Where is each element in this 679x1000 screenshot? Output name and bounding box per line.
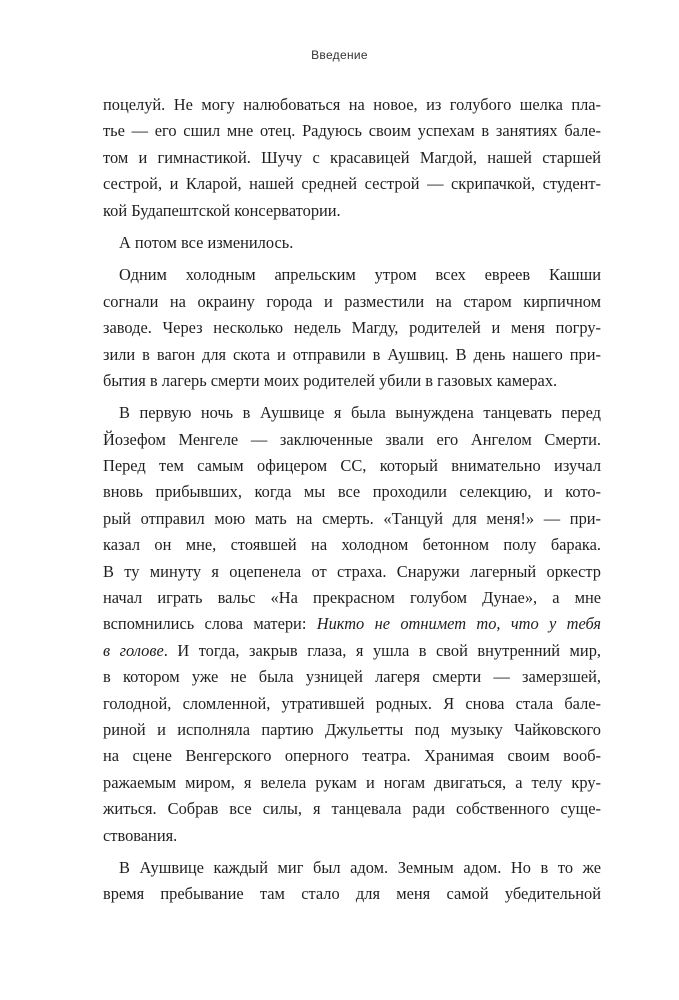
text-line <box>103 770 601 796</box>
text-run: риной и исполняла партию Джульетты под музыку Чайковского <box>103 719 601 739</box>
text-run: ражаемым миром, я велела рукам и ногам двигаться, а телу кру- <box>103 772 601 792</box>
text-run: тье — его сшил мне отец. Радуюсь своим успехам в занятиях бале- <box>103 121 601 141</box>
text-run: том и гимнастикой. Шучу с красавицей Магдой, нашей старшей <box>103 147 601 167</box>
italic-text: в голове <box>103 640 164 660</box>
text-run: зили в вагон для скота и отправили в Аушвиц. В день нашего при- <box>103 344 601 364</box>
text-line <box>103 289 601 315</box>
text-line <box>103 855 601 881</box>
text-line <box>103 118 601 144</box>
text-run: ствования. <box>103 825 178 845</box>
text-run: житься. Собрав все силы, я танцевала ради собственного суще- <box>103 799 601 819</box>
text-run: Йозефом Менгеле — заключенные звали его Ангелом Смерти. <box>103 429 601 449</box>
text-run: А потом все изменилось. <box>119 232 294 252</box>
text-run: сестрой, и Кларой, нашей средней сестрой — скрипачкой, студент- <box>103 174 601 194</box>
text-line <box>103 532 601 558</box>
text-line <box>103 198 601 224</box>
text-line <box>103 691 601 717</box>
text-run: голодной, сломленной, утратившей родных. Я снова стала бале- <box>103 693 601 713</box>
text-line <box>103 427 601 453</box>
text-run: кой Будапештской консерватории. <box>103 200 341 220</box>
text-line <box>103 611 601 637</box>
body-text <box>103 92 601 908</box>
text-line <box>103 315 601 341</box>
text-run: Перед тем самым офицером СС, который внимательно изучал <box>103 456 601 476</box>
text-line <box>103 368 601 394</box>
text-line <box>103 881 601 907</box>
text-line <box>103 479 601 505</box>
text-line <box>103 262 601 288</box>
text-run: начал играть вальс «На прекрасном голубом Дунае», а мне <box>103 588 601 608</box>
text-line <box>103 342 601 368</box>
text-run: Одним холодным апрельским утром всех евреев Кашши <box>119 265 601 285</box>
italic-text: Никто не отнимет то, что у тебя <box>316 614 601 634</box>
text-line <box>103 92 601 118</box>
text-run: время пребывание там стало для меня самой убедительной <box>103 884 601 904</box>
text-line <box>103 400 601 426</box>
text-line <box>103 743 601 769</box>
text-line <box>103 145 601 171</box>
text-line <box>103 796 601 822</box>
text-line <box>103 823 601 849</box>
text-run: в котором уже не была узницей лагеря смерти — замерзшей, <box>103 667 601 687</box>
text-line <box>103 664 601 690</box>
text-run: бытия в лагерь смерти моих родителей убили в газовых камерах. <box>103 370 558 390</box>
text-run: рый отправил мою мать на смерть. «Танцуй для меня!» — при- <box>103 508 601 528</box>
text-run: вновь прибывших, когда мы все проходили селекцию, и кото- <box>103 482 601 502</box>
text-run: согнали на окраину города и разместили на старом кирпичном <box>103 291 601 311</box>
running-header: Введение <box>311 48 368 62</box>
text-run: заводе. Через несколько недель Магду, родителей и меня погру- <box>103 318 601 338</box>
text-line <box>103 230 601 256</box>
text-line <box>103 506 601 532</box>
text-run: В ту минуту я оцепенела от страха. Снаружи лагерный оркестр <box>103 561 601 581</box>
text-run: на сцене Венгерского оперного театра. Хранимая своим вооб- <box>103 746 601 766</box>
text-run: В первую ночь в Аушвице я была вынуждена танцевать перед <box>119 403 601 423</box>
text-run: . И тогда, закрыв глаза, я ушла в свой внутренний мир, <box>163 640 601 660</box>
text-line <box>103 171 601 197</box>
text-line <box>103 638 601 664</box>
text-run: вспомнились слова матери: <box>103 614 317 634</box>
text-line <box>103 559 601 585</box>
text-line <box>103 717 601 743</box>
text-line <box>103 453 601 479</box>
text-run: В Аушвице каждый миг был адом. Земным адом. Но в то же <box>119 857 601 877</box>
text-run: казал он мне, стоявшей на холодном бетонном полу барака. <box>103 535 601 555</box>
text-line <box>103 585 601 611</box>
text-run: поцелуй. Не могу налюбоваться на новое, из голубого шелка пла- <box>103 95 601 114</box>
